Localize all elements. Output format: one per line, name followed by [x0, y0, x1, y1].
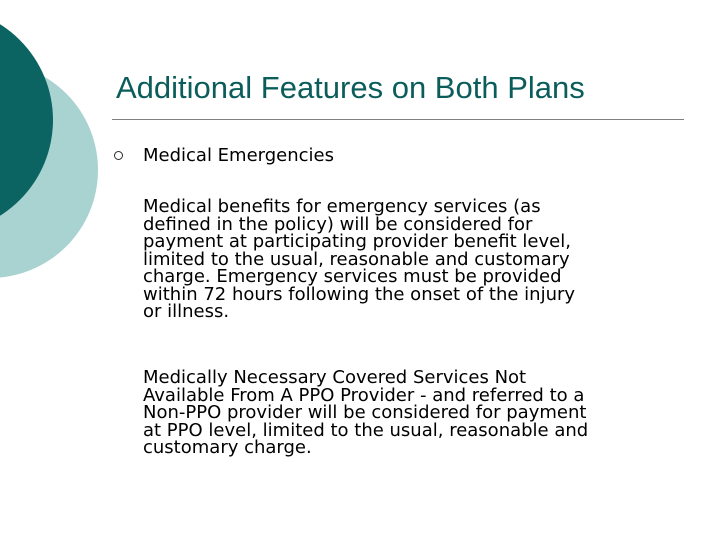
decorative-circles [0, 0, 110, 290]
slide-title: Additional Features on Both Plans [116, 70, 585, 105]
emergency-services-paragraph: Medical benefits for emergency services (as defined in the policy) will be considered for payment at participating provider benefit level, limited to the usual, reasonable and customary charge. Emergency services must be provided within 72 hours following the onset of the injury or illness. [143, 196, 576, 322]
title-divider [112, 119, 684, 120]
non-ppo-services-paragraph: Medically Necessary Covered Services Not Available From A PPO Provider - and referred to a Non-PPO provider will be considered for payment at PPO level, limited to the usual, reasonable and customary charge. [143, 367, 589, 458]
hollow-circle-bullet-icon [114, 151, 123, 160]
bullet-heading: Medical Emergencies [143, 145, 335, 166]
